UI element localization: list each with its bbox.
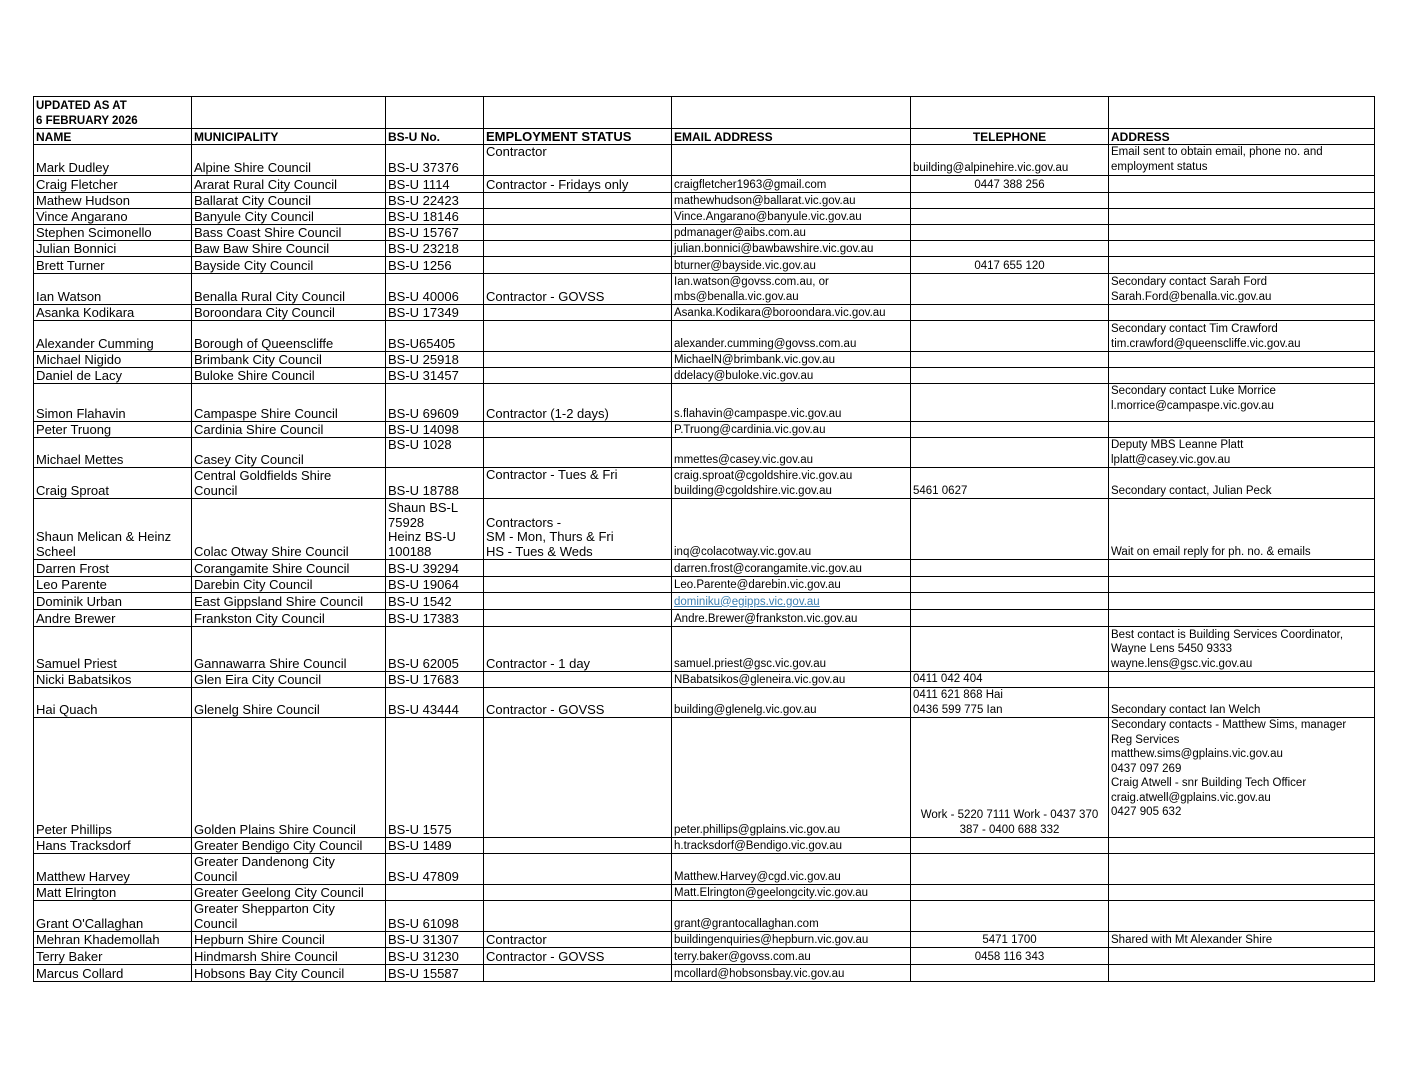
cell-bsu: BS-U 15767 xyxy=(386,225,484,241)
cell-municipality: Buloke Shire Council xyxy=(192,368,386,384)
cell-bsu: BS-U 19064 xyxy=(386,577,484,593)
email-link[interactable]: dominiku@egipps.vic.gov.au xyxy=(672,593,911,610)
cell-status xyxy=(484,610,672,627)
cell-status: Contractor - Tues & Fri xyxy=(484,468,672,499)
cell-address: Secondary contact Sarah Ford Sarah.Ford@benalla.vic.gov.au xyxy=(1109,274,1375,305)
cell-bsu: BS-U 1575 xyxy=(386,718,484,838)
cell-status: Contractor - GOVSS xyxy=(484,948,672,965)
cell-address xyxy=(1109,422,1375,438)
cell-email: Ian.watson@govss.com.au, or mbs@benalla.vic.gov.au xyxy=(672,274,911,305)
cell-status: Contractor xyxy=(484,145,672,176)
cell-status xyxy=(484,422,672,438)
table-row xyxy=(34,225,1375,241)
cell-municipality: Ararat Rural City Council xyxy=(192,176,386,193)
cell-status: Contractor - GOVSS xyxy=(484,274,672,305)
table-row xyxy=(34,610,1375,627)
cell-bsu: BS-U 15587 xyxy=(386,965,484,982)
cell-name: Michael Nigido xyxy=(34,352,192,368)
cell-status xyxy=(484,838,672,854)
cell-telephone: 5461 0627 xyxy=(911,468,1109,499)
cell-name: Ian Watson xyxy=(34,274,192,305)
cell-municipality: Colac Otway Shire Council xyxy=(192,499,386,560)
cell-bsu: BS-U 39294 xyxy=(386,560,484,577)
cell-telephone xyxy=(911,838,1109,854)
header-status: EMPLOYMENT STATUS xyxy=(484,129,672,145)
cell-telephone xyxy=(911,438,1109,468)
header-email: EMAIL ADDRESS xyxy=(672,129,911,145)
table-row xyxy=(34,468,1375,499)
cell-name: Stephen Scimonello xyxy=(34,225,192,241)
header-telephone: TELEPHONE xyxy=(911,129,1109,145)
cell-municipality: Greater Geelong City Council xyxy=(192,885,386,901)
cell-municipality: Alpine Shire Council xyxy=(192,145,386,176)
cell-name: Samuel Priest xyxy=(34,627,192,672)
cell-address xyxy=(1109,838,1375,854)
header-name: NAME xyxy=(34,129,192,145)
cell-telephone xyxy=(911,422,1109,438)
cell-address: Secondary contacts - Matthew Sims, manager Reg Services matthew.sims@gplains.vic.gov.au 0437 097 269 Craig Atwell - snr Building Tech Officer craig.atwell@gplains.vic.gov.au 0427 905 632 xyxy=(1109,718,1375,838)
cell-name: Julian Bonnici xyxy=(34,241,192,257)
cell-address xyxy=(1109,225,1375,241)
cell-telephone xyxy=(911,610,1109,627)
cell-telephone xyxy=(911,901,1109,932)
table-row xyxy=(34,305,1375,321)
cell-email: mcollard@hobsonsbay.vic.gov.au xyxy=(672,965,911,982)
cell-email: s.flahavin@campaspe.vic.gov.au xyxy=(672,384,911,422)
cell-name: Peter Truong xyxy=(34,422,192,438)
cell-name: Shaun Melican & Heinz Scheel xyxy=(34,499,192,560)
cell-bsu: BS-U 17683 xyxy=(386,672,484,688)
cell-bsu: BS-U 69609 xyxy=(386,384,484,422)
cell-telephone xyxy=(911,368,1109,384)
cell-telephone xyxy=(911,352,1109,368)
cell-address xyxy=(1109,854,1375,885)
cell-municipality: Hepburn Shire Council xyxy=(192,932,386,948)
cell-bsu: BS-U 62005 xyxy=(386,627,484,672)
cell-bsu: BS-U 61098 xyxy=(386,901,484,932)
cell-bsu: BS-U 18146 xyxy=(386,209,484,225)
cell-status: Contractor - 1 day xyxy=(484,627,672,672)
cell-status: Contractors - SM - Mon, Thurs & Fri HS - Tues & Weds xyxy=(484,499,672,560)
cell-email: julian.bonnici@bawbawshire.vic.gov.au xyxy=(672,241,911,257)
cell-telephone xyxy=(911,193,1109,209)
table-row xyxy=(34,176,1375,193)
cell-telephone: 0411 042 404 xyxy=(911,672,1109,688)
cell-name: Mathew Hudson xyxy=(34,193,192,209)
cell-status xyxy=(484,209,672,225)
cell-municipality: Benalla Rural City Council xyxy=(192,274,386,305)
cell-email: MichaelN@brimbank.vic.gov.au xyxy=(672,352,911,368)
cell-email: ddelacy@buloke.vic.gov.au xyxy=(672,368,911,384)
cell-address xyxy=(1109,209,1375,225)
cell-municipality: Brimbank City Council xyxy=(192,352,386,368)
cell-telephone xyxy=(911,577,1109,593)
cell-email: darren.frost@corangamite.vic.gov.au xyxy=(672,560,911,577)
cell-name: Craig Sproat xyxy=(34,468,192,499)
cell-status xyxy=(484,672,672,688)
cell-name: Peter Phillips xyxy=(34,718,192,838)
cell-email: Asanka.Kodikara@boroondara.vic.gov.au xyxy=(672,305,911,321)
cell-status xyxy=(484,305,672,321)
table-row xyxy=(34,718,1375,838)
cell-address xyxy=(1109,965,1375,982)
updated-row xyxy=(34,97,1375,129)
table-row xyxy=(34,422,1375,438)
cell-bsu: BS-U 31230 xyxy=(386,948,484,965)
cell-address xyxy=(1109,305,1375,321)
cell-status xyxy=(484,560,672,577)
cell-municipality: Cardinia Shire Council xyxy=(192,422,386,438)
cell-email: Matthew.Harvey@cgd.vic.gov.au xyxy=(672,854,911,885)
cell-name: Matt Elrington xyxy=(34,885,192,901)
cell-email: mathewhudson@ballarat.vic.gov.au xyxy=(672,193,911,209)
cell-address: Best contact is Building Services Coordinator, Wayne Lens 5450 9333 wayne.lens@gsc.vic.gov.au xyxy=(1109,627,1375,672)
cell-status: Contractor (1-2 days) xyxy=(484,384,672,422)
cell-status xyxy=(484,257,672,274)
cell-municipality: Campaspe Shire Council xyxy=(192,384,386,422)
table-row xyxy=(34,499,1375,560)
table-row xyxy=(34,854,1375,885)
cell-municipality: Golden Plains Shire Council xyxy=(192,718,386,838)
cell-address xyxy=(1109,257,1375,274)
cell-address xyxy=(1109,368,1375,384)
cell-address xyxy=(1109,672,1375,688)
cell-address xyxy=(1109,176,1375,193)
cell-name: Hai Quach xyxy=(34,688,192,718)
cell-email: Vince.Angarano@banyule.vic.gov.au xyxy=(672,209,911,225)
cell-name: Simon Flahavin xyxy=(34,384,192,422)
table-row xyxy=(34,193,1375,209)
cell-telephone: 0447 388 256 xyxy=(911,176,1109,193)
cell-name: Darren Frost xyxy=(34,560,192,577)
cell-address xyxy=(1109,593,1375,610)
cell-telephone xyxy=(911,965,1109,982)
table-row xyxy=(34,885,1375,901)
cell-email: h.tracksdorf@Bendigo.vic.gov.au xyxy=(672,838,911,854)
table-row xyxy=(34,209,1375,225)
cell-bsu: BS-U 1256 xyxy=(386,257,484,274)
contacts-table xyxy=(33,96,1375,982)
table-row xyxy=(34,688,1375,718)
cell-telephone xyxy=(911,241,1109,257)
cell-address xyxy=(1109,241,1375,257)
cell-email: craig.sproat@cgoldshire.vic.gov.au building@cgoldshire.vic.gov.au xyxy=(672,468,911,499)
cell-status xyxy=(484,241,672,257)
table-row xyxy=(34,438,1375,468)
cell-status xyxy=(484,321,672,352)
cell-telephone xyxy=(911,384,1109,422)
table-row xyxy=(34,352,1375,368)
cell-email xyxy=(672,145,911,176)
cell-status xyxy=(484,885,672,901)
cell-telephone xyxy=(911,321,1109,352)
table-row xyxy=(34,932,1375,948)
table-row xyxy=(34,838,1375,854)
cell-bsu: BS-U 47809 xyxy=(386,854,484,885)
cell-bsu: BS-U 1028 xyxy=(386,438,484,468)
cell-telephone: 0458 116 343 xyxy=(911,948,1109,965)
cell-email: building@glenelg.vic.gov.au xyxy=(672,688,911,718)
cell-status: Contractor - GOVSS xyxy=(484,688,672,718)
cell-bsu: BS-U 40006 xyxy=(386,274,484,305)
cell-telephone: building@alpinehire.vic.gov.au xyxy=(911,145,1109,176)
cell-bsu: BS-U 25918 xyxy=(386,352,484,368)
table-row xyxy=(34,560,1375,577)
table-row xyxy=(34,241,1375,257)
cell-email: terry.baker@govss.com.au xyxy=(672,948,911,965)
cell-name: Hans Tracksdorf xyxy=(34,838,192,854)
updated-label: UPDATED AS AT 6 FEBRUARY 2026 xyxy=(34,97,192,129)
table-row xyxy=(34,368,1375,384)
cell-name: Brett Turner xyxy=(34,257,192,274)
cell-address xyxy=(1109,560,1375,577)
cell-municipality: Bayside City Council xyxy=(192,257,386,274)
cell-municipality: Frankston City Council xyxy=(192,610,386,627)
table-row xyxy=(34,145,1375,176)
cell-bsu: BS-U 31307 xyxy=(386,932,484,948)
cell-name: Terry Baker xyxy=(34,948,192,965)
cell-telephone: 0411 621 868 Hai 0436 599 775 Ian xyxy=(911,688,1109,718)
header-bsu: BS-U No. xyxy=(386,129,484,145)
cell-municipality: Darebin City Council xyxy=(192,577,386,593)
cell-address xyxy=(1109,577,1375,593)
cell-bsu: BS-U 22423 xyxy=(386,193,484,209)
cell-address: Secondary contact Luke Morrice l.morrice@campaspe.vic.gov.au xyxy=(1109,384,1375,422)
cell-bsu: BS-U 37376 xyxy=(386,145,484,176)
cell-telephone xyxy=(911,593,1109,610)
cell-municipality: Baw Baw Shire Council xyxy=(192,241,386,257)
cell-email: buildingenquiries@hepburn.vic.gov.au xyxy=(672,932,911,948)
cell-bsu: BS-U 18788 xyxy=(386,468,484,499)
cell-name: Daniel de Lacy xyxy=(34,368,192,384)
cell-status: Contractor xyxy=(484,932,672,948)
cell-address xyxy=(1109,901,1375,932)
cell-bsu xyxy=(386,885,484,901)
cell-bsu: BS-U 17383 xyxy=(386,610,484,627)
cell-status xyxy=(484,577,672,593)
cell-name: Marcus Collard xyxy=(34,965,192,982)
cell-address: Email sent to obtain email, phone no. and employment status xyxy=(1109,145,1375,176)
cell-municipality: Casey City Council xyxy=(192,438,386,468)
cell-municipality: Gannawarra Shire Council xyxy=(192,627,386,672)
cell-address xyxy=(1109,885,1375,901)
table-row xyxy=(34,627,1375,672)
cell-address xyxy=(1109,948,1375,965)
cell-name: Leo Parente xyxy=(34,577,192,593)
cell-telephone xyxy=(911,627,1109,672)
table-row xyxy=(34,577,1375,593)
cell-address: Secondary contact, Julian Peck xyxy=(1109,468,1375,499)
cell-telephone xyxy=(911,885,1109,901)
cell-email: inq@colacotway.vic.gov.au xyxy=(672,499,911,560)
cell-status xyxy=(484,368,672,384)
cell-telephone: Work - 5220 7111 Work - 0437 370 387 - 0400 688 332 xyxy=(911,718,1109,838)
cell-address xyxy=(1109,610,1375,627)
cell-telephone: 5471 1700 xyxy=(911,932,1109,948)
table-row xyxy=(34,321,1375,352)
cell-status xyxy=(484,438,672,468)
table-row xyxy=(34,901,1375,932)
cell-municipality: Borough of Queenscliffe xyxy=(192,321,386,352)
cell-telephone xyxy=(911,560,1109,577)
cell-bsu: BS-U 1489 xyxy=(386,838,484,854)
cell-name: Alexander Cumming xyxy=(34,321,192,352)
table-row xyxy=(34,965,1375,982)
cell-municipality: Corangamite Shire Council xyxy=(192,560,386,577)
cell-bsu: BS-U 14098 xyxy=(386,422,484,438)
cell-email: grant@grantocallaghan.com xyxy=(672,901,911,932)
header-municipality: MUNICIPALITY xyxy=(192,129,386,145)
cell-bsu: BS-U 1542 xyxy=(386,593,484,610)
cell-email: Andre.Brewer@frankston.vic.gov.au xyxy=(672,610,911,627)
cell-telephone xyxy=(911,274,1109,305)
cell-telephone xyxy=(911,499,1109,560)
cell-municipality: Greater Bendigo City Council xyxy=(192,838,386,854)
cell-municipality: Boroondara City Council xyxy=(192,305,386,321)
cell-email: mmettes@casey.vic.gov.au xyxy=(672,438,911,468)
cell-address xyxy=(1109,352,1375,368)
cell-email: NBabatsikos@gleneira.vic.gov.au xyxy=(672,672,911,688)
cell-status xyxy=(484,352,672,368)
cell-email: Leo.Parente@darebin.vic.gov.au xyxy=(672,577,911,593)
cell-email: peter.phillips@gplains.vic.gov.au xyxy=(672,718,911,838)
cell-name: Matthew Harvey xyxy=(34,854,192,885)
table-row xyxy=(34,257,1375,274)
table-row xyxy=(34,274,1375,305)
cell-address: Deputy MBS Leanne Platt lplatt@casey.vic.gov.au xyxy=(1109,438,1375,468)
cell-status xyxy=(484,854,672,885)
cell-name: Asanka Kodikara xyxy=(34,305,192,321)
cell-name: Craig Fletcher xyxy=(34,176,192,193)
cell-email: samuel.priest@gsc.vic.gov.au xyxy=(672,627,911,672)
cell-bsu: BS-U65405 xyxy=(386,321,484,352)
cell-email: craigfletcher1963@gmail.com xyxy=(672,176,911,193)
cell-bsu: BS-U 23218 xyxy=(386,241,484,257)
cell-municipality: Hobsons Bay City Council xyxy=(192,965,386,982)
table-row xyxy=(34,948,1375,965)
cell-name: Andre Brewer xyxy=(34,610,192,627)
table-row xyxy=(34,593,1375,610)
cell-email: alexander.cumming@govss.com.au xyxy=(672,321,911,352)
cell-telephone xyxy=(911,305,1109,321)
cell-telephone xyxy=(911,854,1109,885)
cell-address xyxy=(1109,193,1375,209)
table-row xyxy=(34,672,1375,688)
cell-municipality: Bass Coast Shire Council xyxy=(192,225,386,241)
cell-municipality: Central Goldfields Shire Council xyxy=(192,468,386,499)
table-row xyxy=(34,384,1375,422)
header-row xyxy=(34,129,1375,145)
cell-name: Mehran Khademollah xyxy=(34,932,192,948)
header-address: ADDRESS xyxy=(1109,129,1375,145)
cell-address: Secondary contact Tim Crawford tim.crawford@queenscliffe.vic.gov.au xyxy=(1109,321,1375,352)
cell-email: bturner@bayside.vic.gov.au xyxy=(672,257,911,274)
cell-status xyxy=(484,593,672,610)
cell-email: Matt.Elrington@geelongcity.vic.gov.au xyxy=(672,885,911,901)
cell-name: Michael Mettes xyxy=(34,438,192,468)
cell-status: Contractor - Fridays only xyxy=(484,176,672,193)
cell-municipality: Banyule City Council xyxy=(192,209,386,225)
cell-status xyxy=(484,718,672,838)
cell-name: Dominik Urban xyxy=(34,593,192,610)
cell-municipality: East Gippsland Shire Council xyxy=(192,593,386,610)
cell-name: Vince Angarano xyxy=(34,209,192,225)
cell-municipality: Greater Dandenong City Council xyxy=(192,854,386,885)
cell-bsu: BS-U 1114 xyxy=(386,176,484,193)
cell-municipality: Hindmarsh Shire Council xyxy=(192,948,386,965)
cell-municipality: Glen Eira City Council xyxy=(192,672,386,688)
cell-bsu: BS-U 17349 xyxy=(386,305,484,321)
cell-bsu: BS-U 31457 xyxy=(386,368,484,384)
cell-telephone: 0417 655 120 xyxy=(911,257,1109,274)
cell-status xyxy=(484,225,672,241)
cell-bsu: BS-U 43444 xyxy=(386,688,484,718)
cell-bsu: Shaun BS-L 75928 Heinz BS-U 100188 xyxy=(386,499,484,560)
cell-telephone xyxy=(911,225,1109,241)
cell-email: P.Truong@cardinia.vic.gov.au xyxy=(672,422,911,438)
cell-telephone xyxy=(911,209,1109,225)
contacts-table-body xyxy=(34,97,1375,982)
cell-municipality: Glenelg Shire Council xyxy=(192,688,386,718)
cell-email: pdmanager@aibs.com.au xyxy=(672,225,911,241)
cell-name: Mark Dudley xyxy=(34,145,192,176)
cell-name: Grant O'Callaghan xyxy=(34,901,192,932)
cell-municipality: Ballarat City Council xyxy=(192,193,386,209)
cell-municipality: Greater Shepparton City Council xyxy=(192,901,386,932)
cell-address: Wait on email reply for ph. no. & emails xyxy=(1109,499,1375,560)
cell-status xyxy=(484,965,672,982)
cell-name: Nicki Babatsikos xyxy=(34,672,192,688)
cell-status xyxy=(484,901,672,932)
cell-address: Secondary contact Ian Welch xyxy=(1109,688,1375,718)
cell-status xyxy=(484,193,672,209)
cell-address: Shared with Mt Alexander Shire xyxy=(1109,932,1375,948)
